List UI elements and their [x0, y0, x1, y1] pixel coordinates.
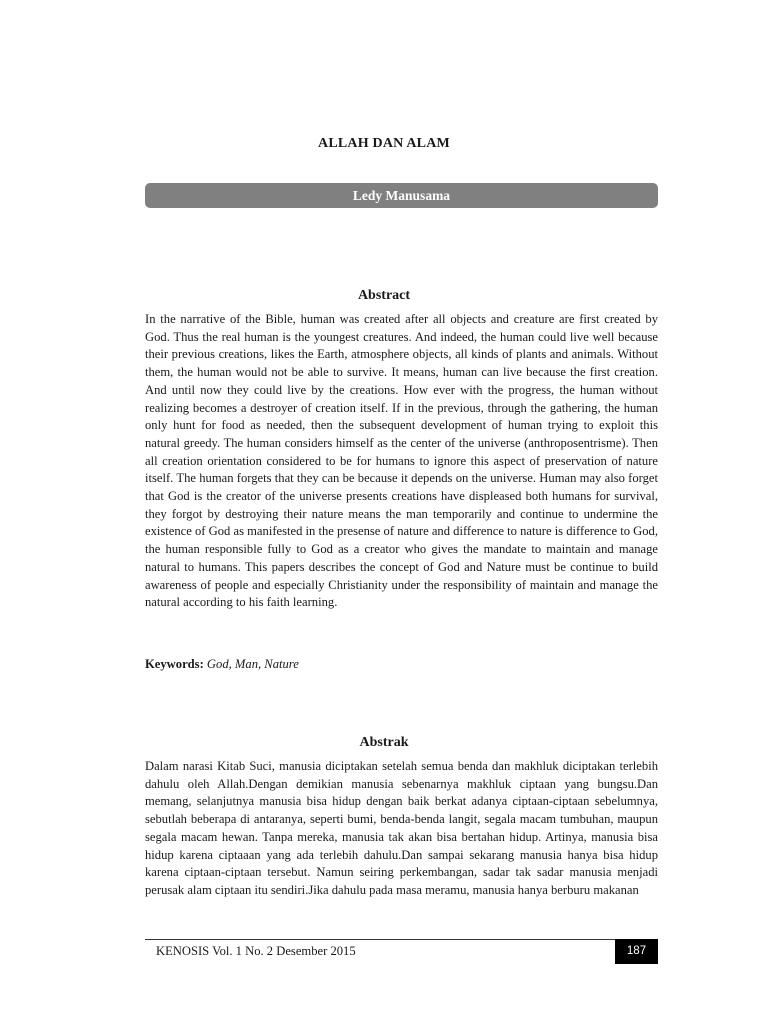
author-name: Ledy Manusama [352, 188, 451, 203]
keywords-value: God, Man, Nature [206, 657, 299, 671]
keywords-line [145, 657, 299, 672]
page-number: 187 [626, 945, 647, 957]
abstrak-body: Dalam narasi Kitab Suci, manusia diciptakan setelah semua benda dan makhluk diciptakan terlebih dahulu oleh Allah.Dengan demikian manusia sebenarnya makhluk ciptaan yang bungsu.Dan memang, selanjutnya manusia bisa hidup dengan baik berkat adanya ciptaan-ciptaan sebelumnya, sebutlah beberapa di antaranya, seperti bumi, benda-benda langit, segala macam tumbuhan, maupun segala macam hewan. Tanpa mereka, manusia tak akan bisa bertahan hidup. Artinya, manusia bisa hidup karena ciptaaan yang ada terlebih dahulu.Dan sampai sekarang manusia hanya bisa hidup karena ciptaan-ciptaan tersebut. Namun seiring perkembangan, sadar tak sadar manusia menjadi perusak alam ciptaan itu sendiri.Jika dahulu pada masa meramu, manusia hanya berburu makanan [145, 759, 658, 897]
footer-divider [145, 939, 615, 940]
page-number-badge [615, 939, 658, 964]
footer-journal-citation: KENOSIS Vol. 1 No. 2 Desember 2015 [156, 944, 356, 958]
keywords-label: Keywords: [145, 657, 204, 671]
abstract-heading: Abstract [357, 288, 411, 303]
author-banner [145, 183, 658, 208]
article-title: ALLAH DAN ALAM [318, 136, 450, 151]
abstract-body: In the narrative of the Bible, human was created after all objects and creature are first created by God. Thus the real human is the youngest creatures. And indeed, the human could live well because their previous creations, likes the Earth, atmosphere objects, all kinds of plants and animals. Without them, the human would not be able to survive. It means, human can live because the first creation. And until now they could live by the creations. How ever with the progress, the human without realizing becomes a destroyer of creation itself. If in the previous, through the gathering, the human only hunt for food as needed, then the subsequent development of human trying to exploit this natural greedy. The human considers himself as the center of the universe (anthroposentrisme). Then all creation orientation considered to be for humans to ignore this aspect of preservation of nature itself. The human forgets that they can be because it depends on the universe. Human may also forget that God is the creator of the universe presents creations have displeased both humans for survival, they forgot by destroying their nature means the man temporarily and continue to undermine the existence of God as manifested in the presense of nature and difference to nature is difference to God, the human responsible fully to God as a creator who gives the mandate to maintain and manage natural to humans. This papers describes the concept of God and Nature must be continue to build awareness of people and especially Christianity under the responsibility of maintain and manage the natural according to his faith learning. [145, 312, 658, 610]
abstrak-heading: Abstrak [359, 735, 409, 750]
